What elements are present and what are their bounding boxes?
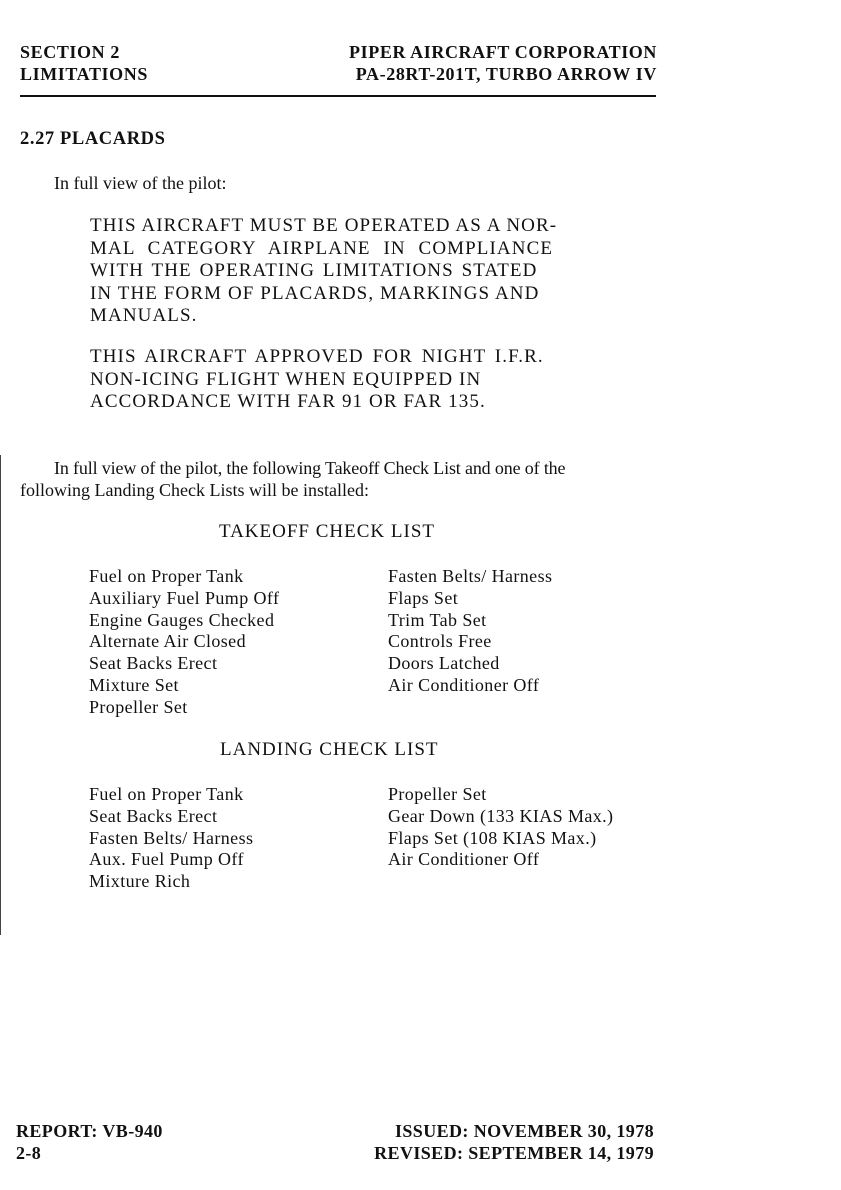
checklist-item: Gear Down (133 KIAS Max.) [388, 805, 614, 826]
placard-line: THIS AIRCRAFT APPROVED FOR NIGHT I.F.R. [90, 346, 544, 367]
landing-left-column [89, 784, 253, 893]
intro-text: In full view of the pilot: [54, 173, 227, 193]
checklist-item: Mixture Set [89, 674, 179, 695]
footer-page-number: 2-8 [16, 1143, 42, 1163]
header-section: SECTION 2 [20, 42, 120, 62]
section-title: 2.27 PLACARDS [20, 129, 166, 149]
placard-line: ACCORDANCE WITH FAR 91 OR FAR 135. [90, 391, 486, 412]
footer-issued: ISSUED: NOVEMBER 30, 1978 [394, 1121, 654, 1141]
landing-right-column [388, 784, 613, 871]
header-model: PA-28RT-201T, TURBO ARROW IV [355, 64, 657, 84]
header-rule [20, 95, 656, 97]
checklist-item: Mixture Rich [89, 871, 191, 892]
checklist-item: Flaps Set (108 KIAS Max.) [388, 827, 597, 848]
checklist-item: Engine Gauges Checked [89, 609, 275, 630]
checklist-item: Alternate Air Closed [89, 631, 246, 652]
checklist-intro-line: following Landing Check Lists will be installed: [20, 480, 369, 500]
checklist-item: Seat Backs Erect [89, 653, 218, 674]
checklist-item: Seat Backs Erect [89, 805, 218, 826]
header-company: PIPER AIRCRAFT CORPORATION [349, 42, 657, 62]
takeoff-left-column [89, 566, 279, 719]
checklist-item: Propeller Set [89, 696, 188, 717]
checklist-item: Propeller Set [388, 784, 487, 804]
checklist-item: Fuel on Proper Tank [89, 784, 244, 804]
checklist-item: Controls Free [388, 631, 492, 652]
checklist-item: Aux. Fuel Pump Off [89, 849, 244, 870]
checklist-intro-line: In full view of the pilot, the following Takeoff Check List and one of the [54, 458, 566, 478]
takeoff-right-column [388, 566, 552, 697]
placard-line: IN THE FORM OF PLACARDS, MARKINGS AND [90, 283, 540, 304]
landing-title: LANDING CHECK LIST [220, 739, 439, 760]
checklist-item: Auxiliary Fuel Pump Off [89, 587, 280, 608]
checklist-item: Doors Latched [388, 653, 500, 674]
placard-line: MAL CATEGORY AIRPLANE IN COMPLIANCE [90, 238, 554, 259]
checklist-item: Fasten Belts/ Harness [388, 566, 553, 586]
checklist-item: Fuel on Proper Tank [89, 566, 244, 586]
footer-revised: REVISED: SEPTEMBER 14, 1979 [374, 1143, 654, 1163]
footer-report: REPORT: VB-940 [16, 1121, 163, 1141]
checklist-item: Flaps Set [388, 587, 459, 608]
placard-line: WITH THE OPERATING LIMITATIONS STATED [90, 260, 538, 281]
placard-line: MANUALS. [90, 305, 198, 326]
checklist-item: Air Conditioner Off [388, 674, 540, 695]
placard-line: NON-ICING FLIGHT WHEN EQUIPPED IN [90, 369, 482, 390]
checklist-item: Fasten Belts/ Harness [89, 827, 254, 848]
placard-line: THIS AIRCRAFT MUST BE OPERATED AS A NOR- [90, 215, 558, 236]
takeoff-title: TAKEOFF CHECK LIST [219, 521, 435, 542]
header-limitations: LIMITATIONS [20, 64, 148, 84]
checklist-item: Air Conditioner Off [388, 849, 540, 870]
revision-bar [0, 455, 1, 935]
checklist-item: Trim Tab Set [388, 609, 487, 630]
